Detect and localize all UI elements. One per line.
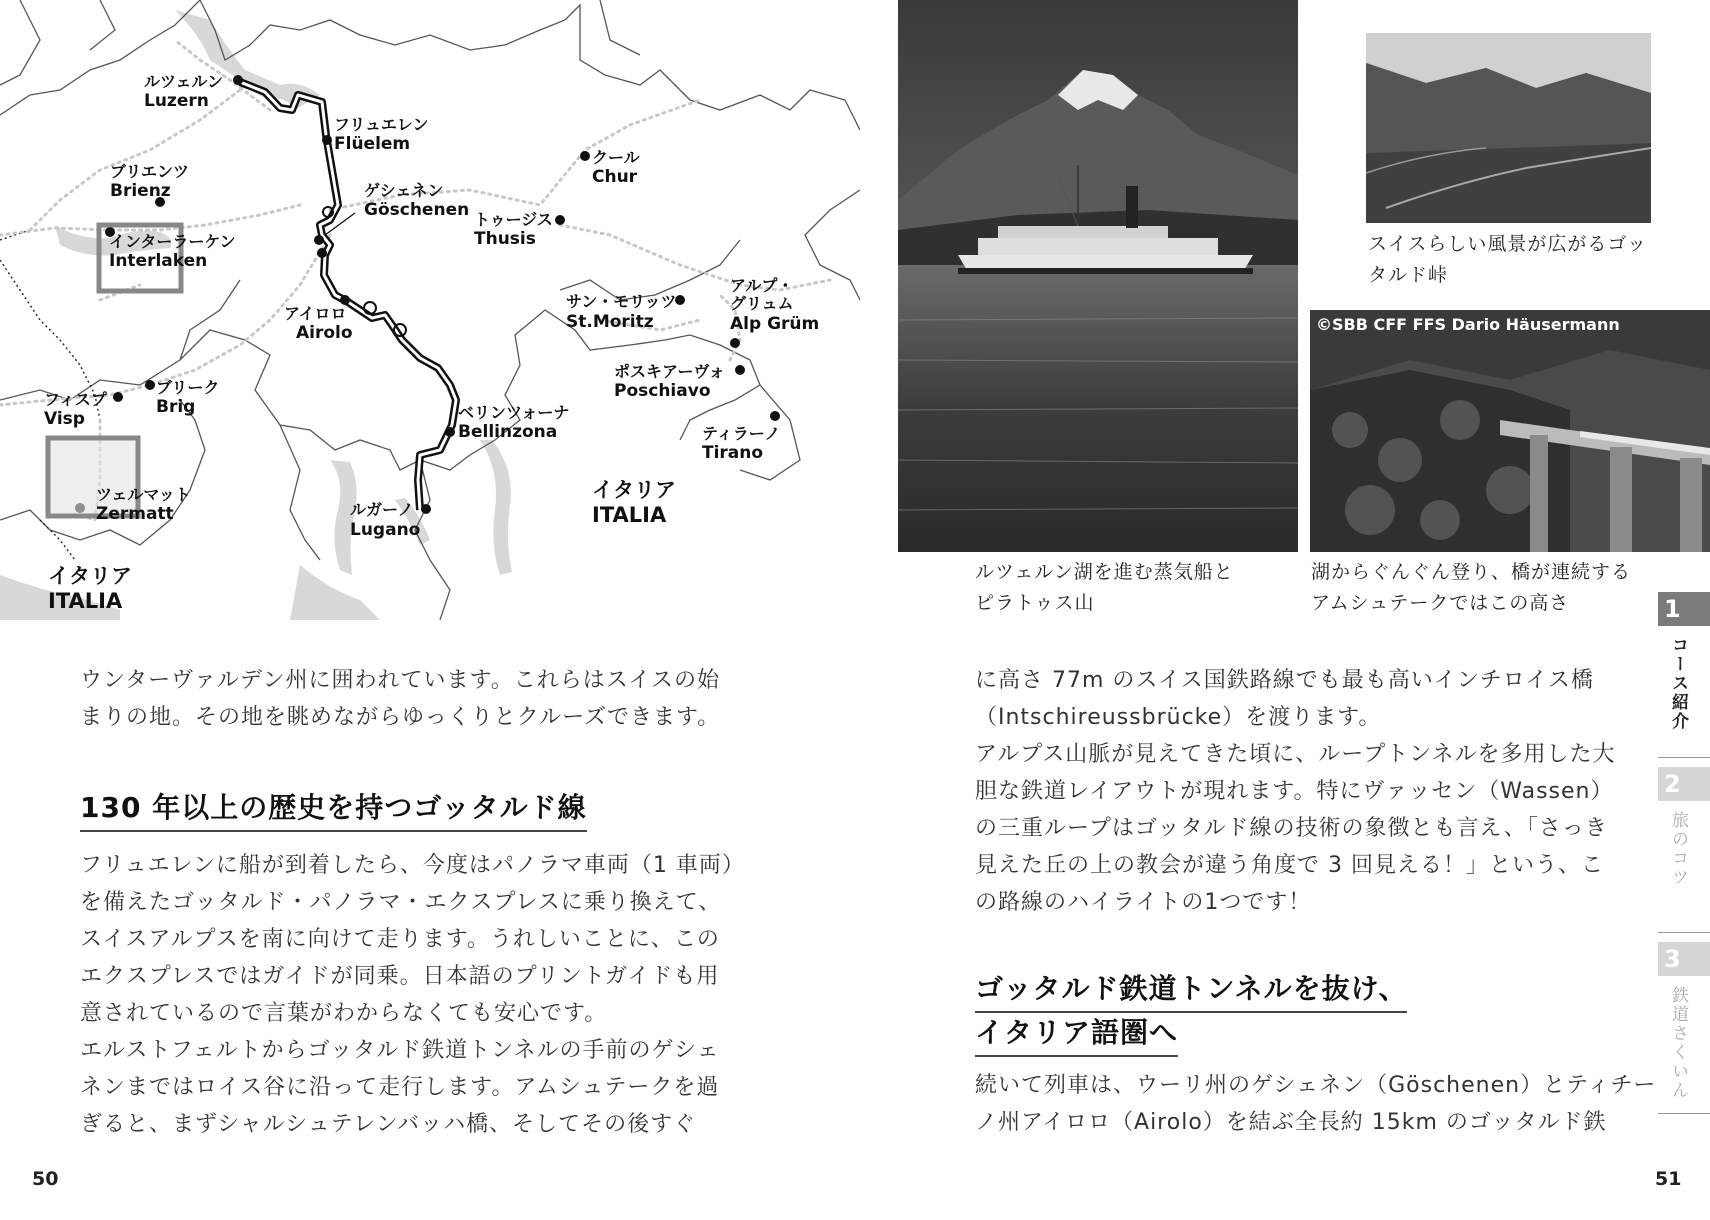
italia-left-label-en: ITALIA [48, 589, 123, 613]
poschiavo-label-en: Poschiavo [614, 381, 711, 401]
zermatt-label-en: Zermatt [96, 504, 174, 524]
chur-label-en: Chur [592, 167, 638, 187]
side-tab-label: 旅のコツ [1668, 811, 1688, 887]
side-tab-number: 2 [1658, 767, 1710, 801]
visp-label-ja: フィスプ [44, 390, 107, 409]
page-number-right: 51 [1655, 1168, 1682, 1190]
section-heading-tunnel: ゴッタルド鉄道トンネルを抜け、 イタリア語圏へ [975, 969, 1407, 1057]
lugano-label-en: Lugano [350, 520, 421, 540]
stmoritz-label-en: St.Moritz [566, 312, 654, 332]
body-paragraph-left: フリュエレンに船が到着したら、今度はパノラマ車両（1 車両） を備えたゴッタルド・パノラマ・エクスプレスに乗り換えて、 スイスアルプスを南に向けて走ります。うれしいことに、この エクスプレスではガイドが同乗。日本語のプリントガイドも用 意されているので言葉がわからなくても安心です。 エルストフェルトからゴッタルド鉄道トンネルの手前のゲシェ ネンまではロイス谷に沿って走行します。アムシュテークを過 ぎると、まずシャルシュテレンバッハ橋、そしてその後すぐ [80, 853, 745, 1137]
airolo-label-en: Airolo [296, 323, 353, 343]
chur-label-ja: クール [592, 148, 640, 167]
fluelem-label-ja: フリュエレン [334, 115, 429, 134]
brig-label-en: Brig [156, 397, 196, 417]
lugano-label-ja: ルガーノ [350, 500, 414, 519]
airolo-label-ja: アイロロ [284, 304, 347, 323]
section-heading-gotthard: 130 年以上の歴史を持つゴッタルド線 [80, 788, 587, 832]
bridge-caption: 湖からぐんぐん登り、橋が連続する アムシュテークではこの高さ [1311, 561, 1632, 614]
side-tab-number: 3 [1658, 942, 1710, 976]
alpgrum-label-ja1: アルプ・ [730, 276, 794, 295]
steamer-photo [898, 0, 1298, 552]
luzern-label-en: Luzern [144, 91, 209, 111]
side-tab-tips[interactable] [1658, 767, 1710, 887]
italia-left-label-ja: イタリア [48, 564, 132, 588]
side-tab-label: 鉄道さくいん [1668, 986, 1688, 1100]
fluelem-label-en: Flüelem [334, 134, 411, 154]
tirano-label-en: Tirano [702, 443, 764, 463]
poschiavo-label-ja: ポスキアーヴォ [614, 362, 725, 381]
tab-divider [1658, 932, 1710, 933]
body-paragraph-right: に高さ 77m のスイス国鉄路線でも最も高いインチロイス橋 （Intschireussbrücke）を渡ります。 アルプス山脈が見えてきた頃に、ループトンネルを多用した大 胆な鉄道レイアウトが現れます。特にヴァッセン（Wassen） の三重ループはゴッタルド線の技術の象徴とも言え、「さっき 見えた丘の上の教会が違う角度で 3 回見える！」という、こ の路線のハイライトの1つです！ [975, 668, 1616, 915]
italia-right-label-en: ITALIA [592, 503, 667, 527]
stmoritz-label-ja: サン・モリッツ [566, 292, 677, 311]
steamer-caption: ルツェルン湖を進む蒸気船と ピラトゥス山 [975, 561, 1234, 614]
bridge-photo [1310, 310, 1710, 552]
interlaken-label-en: Interlaken [109, 251, 208, 271]
side-tab-index[interactable] [1658, 942, 1710, 1100]
interlaken-label-ja: インターラーケン [109, 232, 236, 251]
italia-right-label-ja: イタリア [592, 478, 676, 502]
luzern-label-ja: ルツェルン [144, 72, 223, 91]
brienz-label-en: Brienz [110, 181, 171, 201]
goschenen-label-ja: ゲシェネン [364, 181, 444, 200]
body-paragraph-right-2: 続いて列車は、ウーリ州のゲシェネン（Göschenen）とティチー ノ州アイロロ（Airolo）を結ぶ全長約 15km のゴッタルド鉄 [975, 1073, 1657, 1135]
intro-paragraph: ウンターヴァルデン州に囲われています。これらはスイスの始 まりの地。その地を眺めながらゆっくりとクルーズできます。 [80, 668, 721, 730]
bellinzona-label-en: Bellinzona [458, 422, 558, 442]
side-tab-number: 1 [1658, 592, 1710, 626]
tab-divider [1658, 1113, 1710, 1114]
bellinzona-label-ja: ベリンツォーナ [458, 403, 570, 422]
photo-credit: ©SBB CFF FFS Dario Häusermann [1316, 315, 1620, 334]
goschenen-label-en: Göschenen [364, 200, 470, 220]
page-number-left: 50 [32, 1168, 59, 1190]
route-map [0, 0, 860, 620]
zermatt-label-ja: ツェルマット [96, 485, 191, 504]
valley-caption: スイスらしい風景が広がるゴッ タルド峠 [1368, 233, 1648, 286]
brienz-label-ja: ブリエンツ [110, 162, 190, 181]
thusis-label-en: Thusis [474, 229, 536, 249]
side-tab-course[interactable] [1658, 592, 1710, 731]
brig-label-ja: ブリーク [156, 378, 220, 397]
valley-photo [1366, 33, 1651, 223]
side-tab-label: コース紹介 [1668, 636, 1688, 731]
tirano-label-ja: ティラーノ [702, 424, 781, 443]
visp-label-en: Visp [44, 409, 85, 429]
alpgrum-label-en: Alp Grüm [730, 314, 820, 334]
tab-divider [1658, 757, 1710, 758]
alpgrum-label-ja2: グリュム [730, 294, 794, 313]
thusis-label-ja: トゥージス [474, 210, 553, 229]
